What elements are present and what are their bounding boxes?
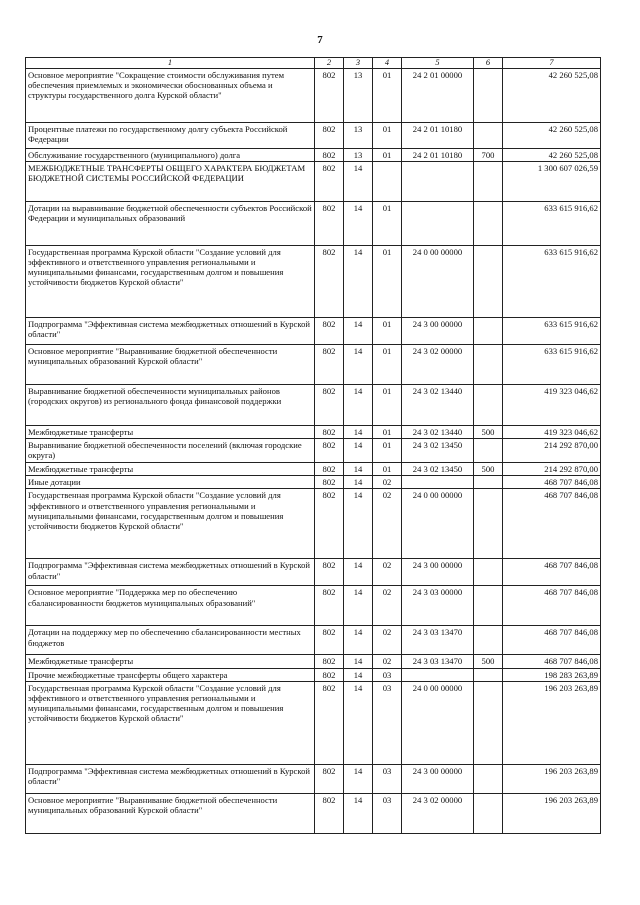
expense-type-cell: 500 (474, 463, 503, 476)
table-row (26, 202, 601, 246)
row-name-cell: Иные дотации (26, 476, 315, 489)
row-name-cell: Дотации на поддержку мер по обеспечению сбалансированности местных бюджетов (26, 626, 315, 655)
subsection-cell: 02 (373, 476, 402, 489)
row-name-cell: Выравнивание бюджетной обеспеченности поселений (включая городские округа) (26, 439, 315, 463)
subsection-cell (373, 162, 402, 202)
target-article-cell: 24 3 00 00000 (402, 559, 474, 586)
subsection-cell: 01 (373, 202, 402, 246)
table-row (26, 122, 601, 148)
header-row (26, 58, 601, 69)
section-cell: 14 (344, 439, 373, 463)
amount-cell: 633 615 916,62 (503, 246, 601, 318)
target-article-cell: 24 3 03 13470 (402, 655, 474, 668)
subsection-cell: 02 (373, 586, 402, 626)
row-name-cell: Процентные платежи по государственному долгу субъекта Российской Федерации (26, 122, 315, 148)
expense-type-cell (474, 345, 503, 385)
grbs-cell: 802 (315, 559, 344, 586)
table-row (26, 318, 601, 345)
table-row (26, 668, 601, 681)
row-name-cell: Подпрограмма "Эффективная система межбюджетных отношений в Курской области" (26, 318, 315, 345)
grbs-cell: 802 (315, 793, 344, 833)
amount-cell: 196 203 263,89 (503, 764, 601, 793)
expense-type-cell (474, 202, 503, 246)
expense-type-cell (474, 793, 503, 833)
table-row (26, 489, 601, 559)
amount-cell: 196 203 263,89 (503, 681, 601, 764)
section-cell: 14 (344, 318, 373, 345)
target-article-cell: 24 0 00 00000 (402, 489, 474, 559)
row-name-cell: Основное мероприятие "Выравнивание бюджетной обеспеченности муниципальных образований Курской области" (26, 793, 315, 833)
expense-type-cell: 700 (474, 148, 503, 161)
grbs-cell: 802 (315, 463, 344, 476)
subsection-cell: 01 (373, 246, 402, 318)
table-row (26, 148, 601, 161)
section-cell: 13 (344, 122, 373, 148)
amount-cell: 419 323 046,62 (503, 426, 601, 439)
table-row (26, 68, 601, 122)
expense-type-cell (474, 162, 503, 202)
amount-cell: 196 203 263,89 (503, 793, 601, 833)
page-number: 7 (317, 34, 323, 46)
expense-type-cell (474, 385, 503, 426)
section-cell: 14 (344, 793, 373, 833)
expense-type-cell (474, 476, 503, 489)
header-cell: 4 (373, 58, 402, 69)
row-name-cell: Подпрограмма "Эффективная система межбюджетных отношений в Курской области" (26, 559, 315, 586)
table-body (26, 68, 601, 833)
row-name-cell: Подпрограмма "Эффективная система межбюджетных отношений в Курской области" (26, 764, 315, 793)
target-article-cell: 24 3 00 00000 (402, 764, 474, 793)
grbs-cell: 802 (315, 681, 344, 764)
expense-type-cell (474, 68, 503, 122)
budget-table (25, 57, 601, 834)
section-cell: 13 (344, 148, 373, 161)
grbs-cell: 802 (315, 764, 344, 793)
subsection-cell: 03 (373, 764, 402, 793)
amount-cell: 419 323 046,62 (503, 385, 601, 426)
target-article-cell: 24 2 01 10180 (402, 148, 474, 161)
expense-type-cell (474, 764, 503, 793)
amount-cell: 214 292 870,00 (503, 463, 601, 476)
table-row (26, 345, 601, 385)
subsection-cell: 01 (373, 345, 402, 385)
target-article-cell (402, 476, 474, 489)
target-article-cell: 24 3 02 00000 (402, 793, 474, 833)
target-article-cell (402, 202, 474, 246)
amount-cell: 468 707 846,08 (503, 489, 601, 559)
target-article-cell: 24 3 03 13470 (402, 626, 474, 655)
grbs-cell: 802 (315, 68, 344, 122)
target-article-cell: 24 3 02 13450 (402, 463, 474, 476)
expense-type-cell: 500 (474, 655, 503, 668)
grbs-cell: 802 (315, 489, 344, 559)
row-name-cell: Государственная программа Курской области "Создание условий для эффективного и ответственного управления региональными и муниципальными финансами, государственным долгом и повышения устойчивости бюджетов Курской области" (26, 489, 315, 559)
amount-cell: 468 707 846,08 (503, 655, 601, 668)
section-cell: 14 (344, 668, 373, 681)
grbs-cell: 802 (315, 122, 344, 148)
expense-type-cell (474, 681, 503, 764)
row-name-cell: Основное мероприятие "Поддержка мер по обеспечению сбалансированности бюджетов муниципальных образований" (26, 586, 315, 626)
amount-cell: 42 260 525,08 (503, 122, 601, 148)
table-row (26, 246, 601, 318)
section-cell: 14 (344, 246, 373, 318)
amount-cell: 42 260 525,08 (503, 148, 601, 161)
target-article-cell: 24 3 02 00000 (402, 345, 474, 385)
target-article-cell (402, 162, 474, 202)
subsection-cell: 01 (373, 318, 402, 345)
header-cell: 7 (503, 58, 601, 69)
subsection-cell: 03 (373, 793, 402, 833)
amount-cell: 468 707 846,08 (503, 476, 601, 489)
table-row (26, 559, 601, 586)
table-row (26, 655, 601, 668)
expense-type-cell (474, 489, 503, 559)
row-name-cell: МЕЖБЮДЖЕТНЫЕ ТРАНСФЕРТЫ ОБЩЕГО ХАРАКТЕРА БЮДЖЕТАМ БЮДЖЕТНОЙ СИСТЕМЫ РОССИЙСКОЙ ФЕДЕРАЦИИ (26, 162, 315, 202)
section-cell: 14 (344, 681, 373, 764)
section-cell: 14 (344, 489, 373, 559)
table-row (26, 793, 601, 833)
amount-cell: 214 292 870,00 (503, 439, 601, 463)
target-article-cell: 24 3 00 00000 (402, 318, 474, 345)
expense-type-cell (474, 586, 503, 626)
subsection-cell: 01 (373, 463, 402, 476)
subsection-cell: 01 (373, 122, 402, 148)
section-cell: 14 (344, 655, 373, 668)
table-row (26, 463, 601, 476)
row-name-cell: Выравнивание бюджетной обеспеченности муниципальных районов (городских округов) из регионального фонда финансовой поддержки (26, 385, 315, 426)
subsection-cell: 01 (373, 426, 402, 439)
row-name-cell: Государственная программа Курской области "Создание условий для эффективного и ответственного управления региональными и муниципальными финансами, государственным долгом и повышения устойчивости бюджетов Курской области" (26, 681, 315, 764)
subsection-cell: 01 (373, 385, 402, 426)
row-name-cell: Дотации на выравнивание бюджетной обеспеченности субъектов Российской Федерации и муниципальных образований (26, 202, 315, 246)
row-name-cell: Обслуживание государственного (муниципального) долга (26, 148, 315, 161)
section-cell: 14 (344, 626, 373, 655)
amount-cell: 633 615 916,62 (503, 318, 601, 345)
table-row (26, 681, 601, 764)
amount-cell: 633 615 916,62 (503, 345, 601, 385)
grbs-cell: 802 (315, 202, 344, 246)
grbs-cell: 802 (315, 668, 344, 681)
grbs-cell: 802 (315, 246, 344, 318)
amount-cell: 42 260 525,08 (503, 68, 601, 122)
grbs-cell: 802 (315, 626, 344, 655)
section-cell: 14 (344, 385, 373, 426)
subsection-cell: 02 (373, 626, 402, 655)
section-cell: 14 (344, 202, 373, 246)
grbs-cell: 802 (315, 385, 344, 426)
subsection-cell: 02 (373, 655, 402, 668)
expense-type-cell: 500 (474, 426, 503, 439)
subsection-cell: 01 (373, 68, 402, 122)
row-name-cell: Государственная программа Курской области "Создание условий для эффективного и ответственного управления региональными и муниципальными финансами, государственным долгом и повышения устойчивости бюджетов Курской области" (26, 246, 315, 318)
target-article-cell: 24 2 01 10180 (402, 122, 474, 148)
amount-cell: 468 707 846,08 (503, 586, 601, 626)
table-row (26, 764, 601, 793)
header-cell: 2 (315, 58, 344, 69)
target-article-cell: 24 3 02 13440 (402, 426, 474, 439)
expense-type-cell (474, 559, 503, 586)
expense-type-cell (474, 439, 503, 463)
subsection-cell: 01 (373, 148, 402, 161)
row-name-cell: Прочие межбюджетные трансферты общего характера (26, 668, 315, 681)
expense-type-cell (474, 626, 503, 655)
row-name-cell: Межбюджетные трансферты (26, 426, 315, 439)
section-cell: 13 (344, 68, 373, 122)
subsection-cell: 03 (373, 668, 402, 681)
subsection-cell: 01 (373, 439, 402, 463)
table-row (26, 586, 601, 626)
grbs-cell: 802 (315, 148, 344, 161)
amount-cell: 633 615 916,62 (503, 202, 601, 246)
section-cell: 14 (344, 345, 373, 385)
amount-cell: 1 300 607 026,59 (503, 162, 601, 202)
expense-type-cell (474, 246, 503, 318)
subsection-cell: 03 (373, 681, 402, 764)
row-name-cell: Межбюджетные трансферты (26, 655, 315, 668)
grbs-cell: 802 (315, 439, 344, 463)
row-name-cell: Межбюджетные трансферты (26, 463, 315, 476)
expense-type-cell (474, 668, 503, 681)
grbs-cell: 802 (315, 426, 344, 439)
section-cell: 14 (344, 559, 373, 586)
table-row (26, 426, 601, 439)
section-cell: 14 (344, 586, 373, 626)
target-article-cell: 24 0 00 00000 (402, 246, 474, 318)
table-row (26, 439, 601, 463)
subsection-cell: 02 (373, 559, 402, 586)
expense-type-cell (474, 318, 503, 345)
header-cell: 3 (344, 58, 373, 69)
section-cell: 14 (344, 426, 373, 439)
header-cell: 1 (26, 58, 315, 69)
target-article-cell: 24 3 03 00000 (402, 586, 474, 626)
target-article-cell: 24 2 01 00000 (402, 68, 474, 122)
grbs-cell: 802 (315, 586, 344, 626)
row-name-cell: Основное мероприятие "Сокращение стоимости обслуживания путем обеспечения приемлемых и экономически обоснованных объема и структуры государственного долга Курской области" (26, 68, 315, 122)
table-row (26, 162, 601, 202)
expense-type-cell (474, 122, 503, 148)
section-cell: 14 (344, 162, 373, 202)
table-row (26, 476, 601, 489)
header-cell: 5 (402, 58, 474, 69)
section-cell: 14 (344, 463, 373, 476)
target-article-cell (402, 668, 474, 681)
section-cell: 14 (344, 764, 373, 793)
section-cell: 14 (344, 476, 373, 489)
grbs-cell: 802 (315, 476, 344, 489)
table-row (26, 385, 601, 426)
grbs-cell: 802 (315, 345, 344, 385)
amount-cell: 468 707 846,08 (503, 559, 601, 586)
subsection-cell: 02 (373, 489, 402, 559)
row-name-cell: Основное мероприятие "Выравнивание бюджетной обеспеченности муниципальных образований Курской области" (26, 345, 315, 385)
amount-cell: 198 283 263,89 (503, 668, 601, 681)
target-article-cell: 24 3 02 13450 (402, 439, 474, 463)
amount-cell: 468 707 846,08 (503, 626, 601, 655)
grbs-cell: 802 (315, 318, 344, 345)
table-row (26, 626, 601, 655)
target-article-cell: 24 0 00 00000 (402, 681, 474, 764)
header-cell: 6 (474, 58, 503, 69)
target-article-cell: 24 3 02 13440 (402, 385, 474, 426)
grbs-cell: 802 (315, 655, 344, 668)
grbs-cell: 802 (315, 162, 344, 202)
